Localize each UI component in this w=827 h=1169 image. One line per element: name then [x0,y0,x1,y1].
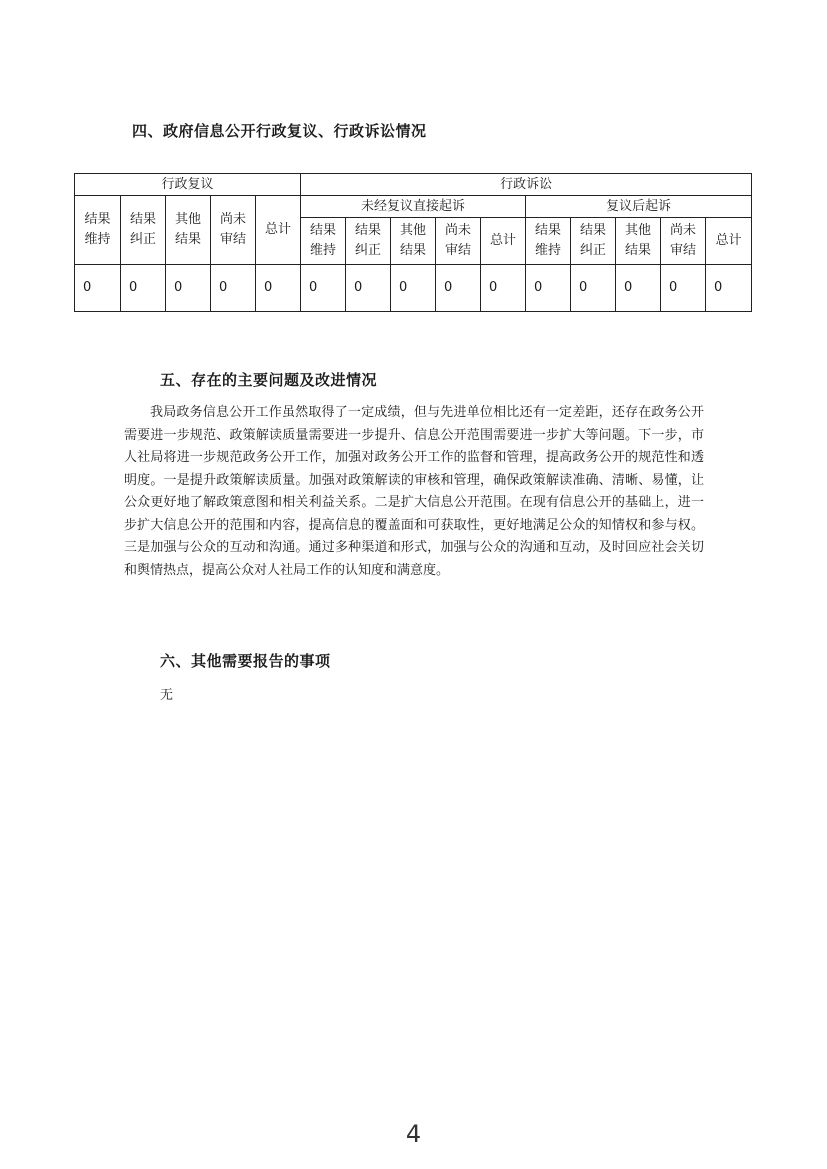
col-post-corrected: 结果 纠正 [571,218,616,265]
table-cell: 0 [706,265,752,312]
table-cell: 0 [661,265,706,312]
col-post-other: 其他 结果 [616,218,661,265]
col-direct-maintained: 结果 维持 [301,218,346,265]
col-review-other: 其他 结果 [166,196,211,265]
table-cell: 0 [211,265,256,312]
section-4-title: 四、政府信息公开行政复议、行政诉讼情况 [132,122,427,140]
col-direct-pending: 尚未 审结 [436,218,481,265]
col-review-maintained: 结果 维持 [75,196,121,265]
table-cell: 0 [571,265,616,312]
col-review-corrected: 结果 纠正 [121,196,166,265]
col-post-total: 总计 [706,218,752,265]
col-direct-other: 其他 结果 [391,218,436,265]
col-review-total: 总计 [256,196,301,265]
table-cell: 0 [346,265,391,312]
admin-review-header: 行政复议 [75,174,301,196]
section-6-title: 六、其他需要报告的事项 [160,652,331,670]
review-litigation-table [74,173,752,312]
direct-suit-header: 未经复议直接起诉 [301,196,526,218]
table-cell: 0 [75,265,121,312]
admin-litigation-header: 行政诉讼 [301,174,752,196]
col-direct-total: 总计 [481,218,526,265]
table-cell: 0 [166,265,211,312]
section-6-content: 无 [160,688,174,703]
col-post-pending: 尚未 审结 [661,218,706,265]
post-review-suit-header: 复议后起诉 [526,196,752,218]
table-cell: 0 [121,265,166,312]
table-cell: 0 [391,265,436,312]
section-5-title: 五、存在的主要问题及改进情况 [160,371,378,389]
col-review-pending: 尚未 审结 [211,196,256,265]
table-cell: 0 [616,265,661,312]
col-direct-corrected: 结果 纠正 [346,218,391,265]
page-number: 4 [405,1120,422,1148]
table-cell: 0 [526,265,571,312]
section-5-paragraph: 我局政务信息公开工作虽然取得了一定成绩，但与先进单位相比还有一定差距，还存在政务公开需要进一步规范、政策解读质量需要进一步提升、信息公开范围需要进一步扩大等问题。下一步，市人社局将进一步规范政务公开工作，加强对政务公开工作的监督和管理，提高政务公开的规范性和透明度。一是提升政策解读质量。加强对政策解读的审核和管理，确保政策解读准确、清晰、易懂，让公众更好地了解政策意图和相关利益关系。二是扩大信息公开范围。在现有信息公开的基础上，进一步扩大信息公开的范围和内容，提高信息的覆盖面和可获取性，更好地满足公众的知情权和参与权。三是加强与公众的互动和沟通。通过多种渠道和形式，加强与公众的沟通和互动，及时回应社会关切和舆情热点，提高公众对人社局工作的认知度和满意度。 [124,405,704,578]
table-cell: 0 [256,265,301,312]
table-cell: 0 [481,265,526,312]
col-post-maintained: 结果 维持 [526,218,571,265]
table-row [75,265,752,312]
table-cell: 0 [436,265,481,312]
table-cell: 0 [301,265,346,312]
